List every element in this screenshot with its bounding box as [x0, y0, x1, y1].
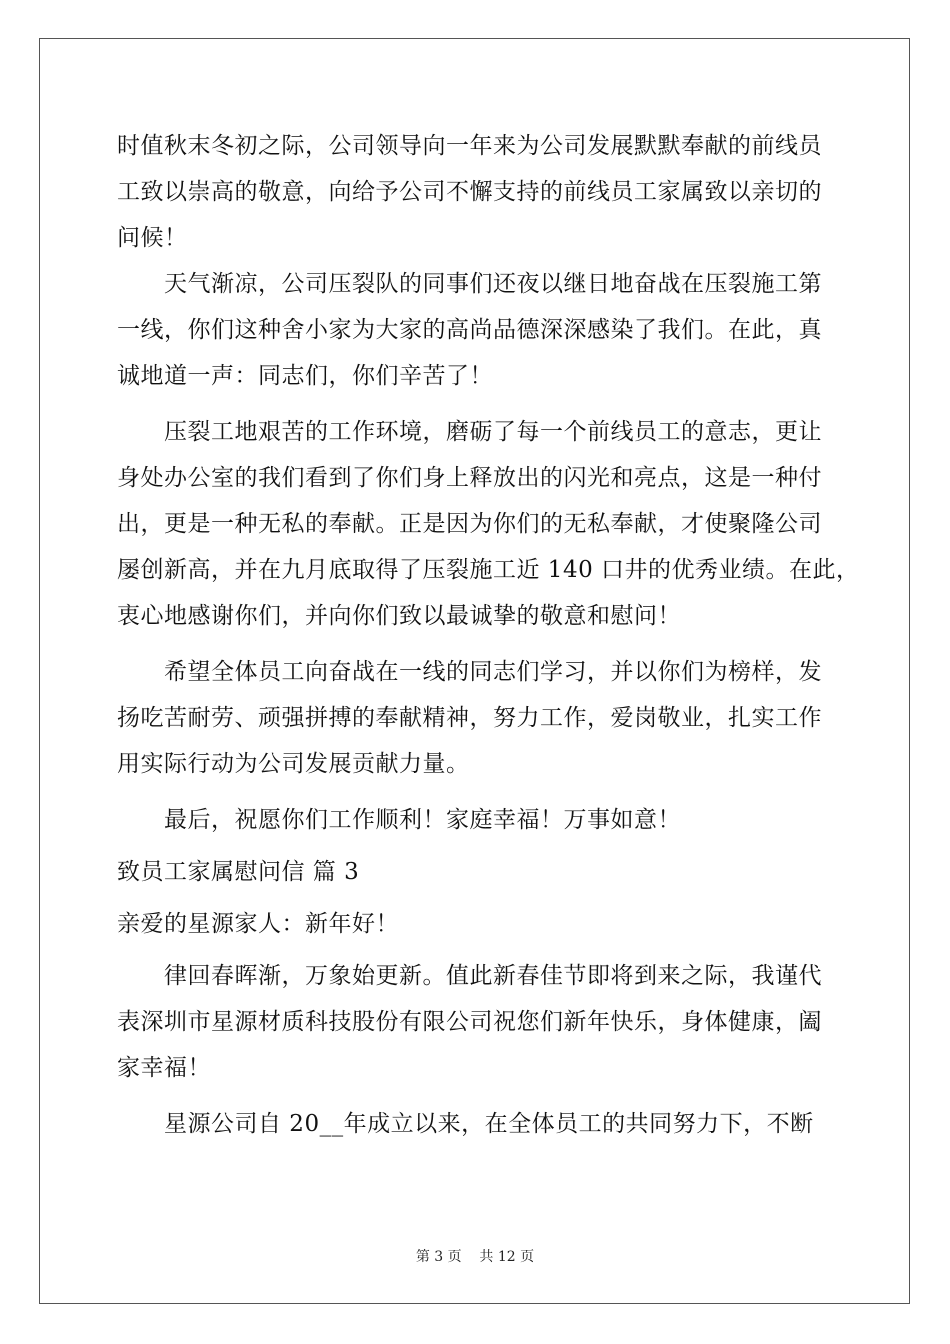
text-line: 一线，你们这种舍小家为大家的高尚品德深深感染了我们。在此，真	[117, 317, 822, 343]
text-line: 表深圳市星源材质科技股份有限公司祝您们新年快乐，身体健康，阖	[117, 1009, 822, 1035]
text-line: 工致以崇高的敬意，向给予公司不懈支持的前线员工家属致以亲切的	[117, 179, 822, 205]
text-line: 衷心地感谢你们，并向你们致以最诚挚的敬意和慰问！	[117, 603, 681, 629]
text-line: 屡创新高，并在九月底取得了压裂施工近 140 口井的优秀业绩。在此，	[117, 557, 860, 583]
text-line: 时值秋末冬初之际，公司领导向一年来为公司发展默默奉献的前线员	[117, 133, 822, 159]
text-line: 扬吃苦耐劳、顽强拼搏的奉献精神，努力工作，爱岗敬业，扎实工作	[117, 705, 822, 731]
text-line: 用实际行动为公司发展贡献力量。	[117, 751, 470, 777]
paragraph-first-line: 压裂工地艰苦的工作环境，磨砺了每一个前线员工的意志，更让	[164, 419, 822, 445]
page-footer	[0, 1248, 950, 1266]
paragraph-first-line: 希望全体员工向奋战在一线的同志们学习，并以你们为榜样，发	[164, 659, 822, 685]
paragraph-first-line: 最后，祝愿你们工作顺利！家庭幸福！万事如意！	[164, 807, 681, 833]
paragraph-first-line: 天气渐凉，公司压裂队的同事们还夜以继日地奋战在压裂施工第	[164, 271, 822, 297]
section-heading: 致员工家属慰问信 篇 3	[117, 859, 360, 885]
text-line: 家幸福！	[117, 1055, 211, 1081]
text-line: 问候！	[117, 225, 188, 251]
text-line: 身处办公室的我们看到了你们身上释放出的闪光和亮点，这是一种付	[117, 465, 822, 491]
paragraph-first-line: 星源公司自 20__年成立以来，在全体员工的共同努力下，不断	[164, 1111, 814, 1137]
page-number: 第 3 页 共 12 页	[415, 1249, 535, 1265]
text-line: 诚地道一声：同志们，你们辛苦了！	[117, 363, 493, 389]
text-line: 出，更是一种无私的奉献。正是因为你们的无私奉献，才使聚隆公司	[117, 511, 822, 537]
paragraph-first-line: 律回春晖渐，万象始更新。值此新春佳节即将到来之际，我谨代	[164, 963, 822, 989]
salutation: 亲爱的星源家人：新年好！	[117, 911, 399, 937]
